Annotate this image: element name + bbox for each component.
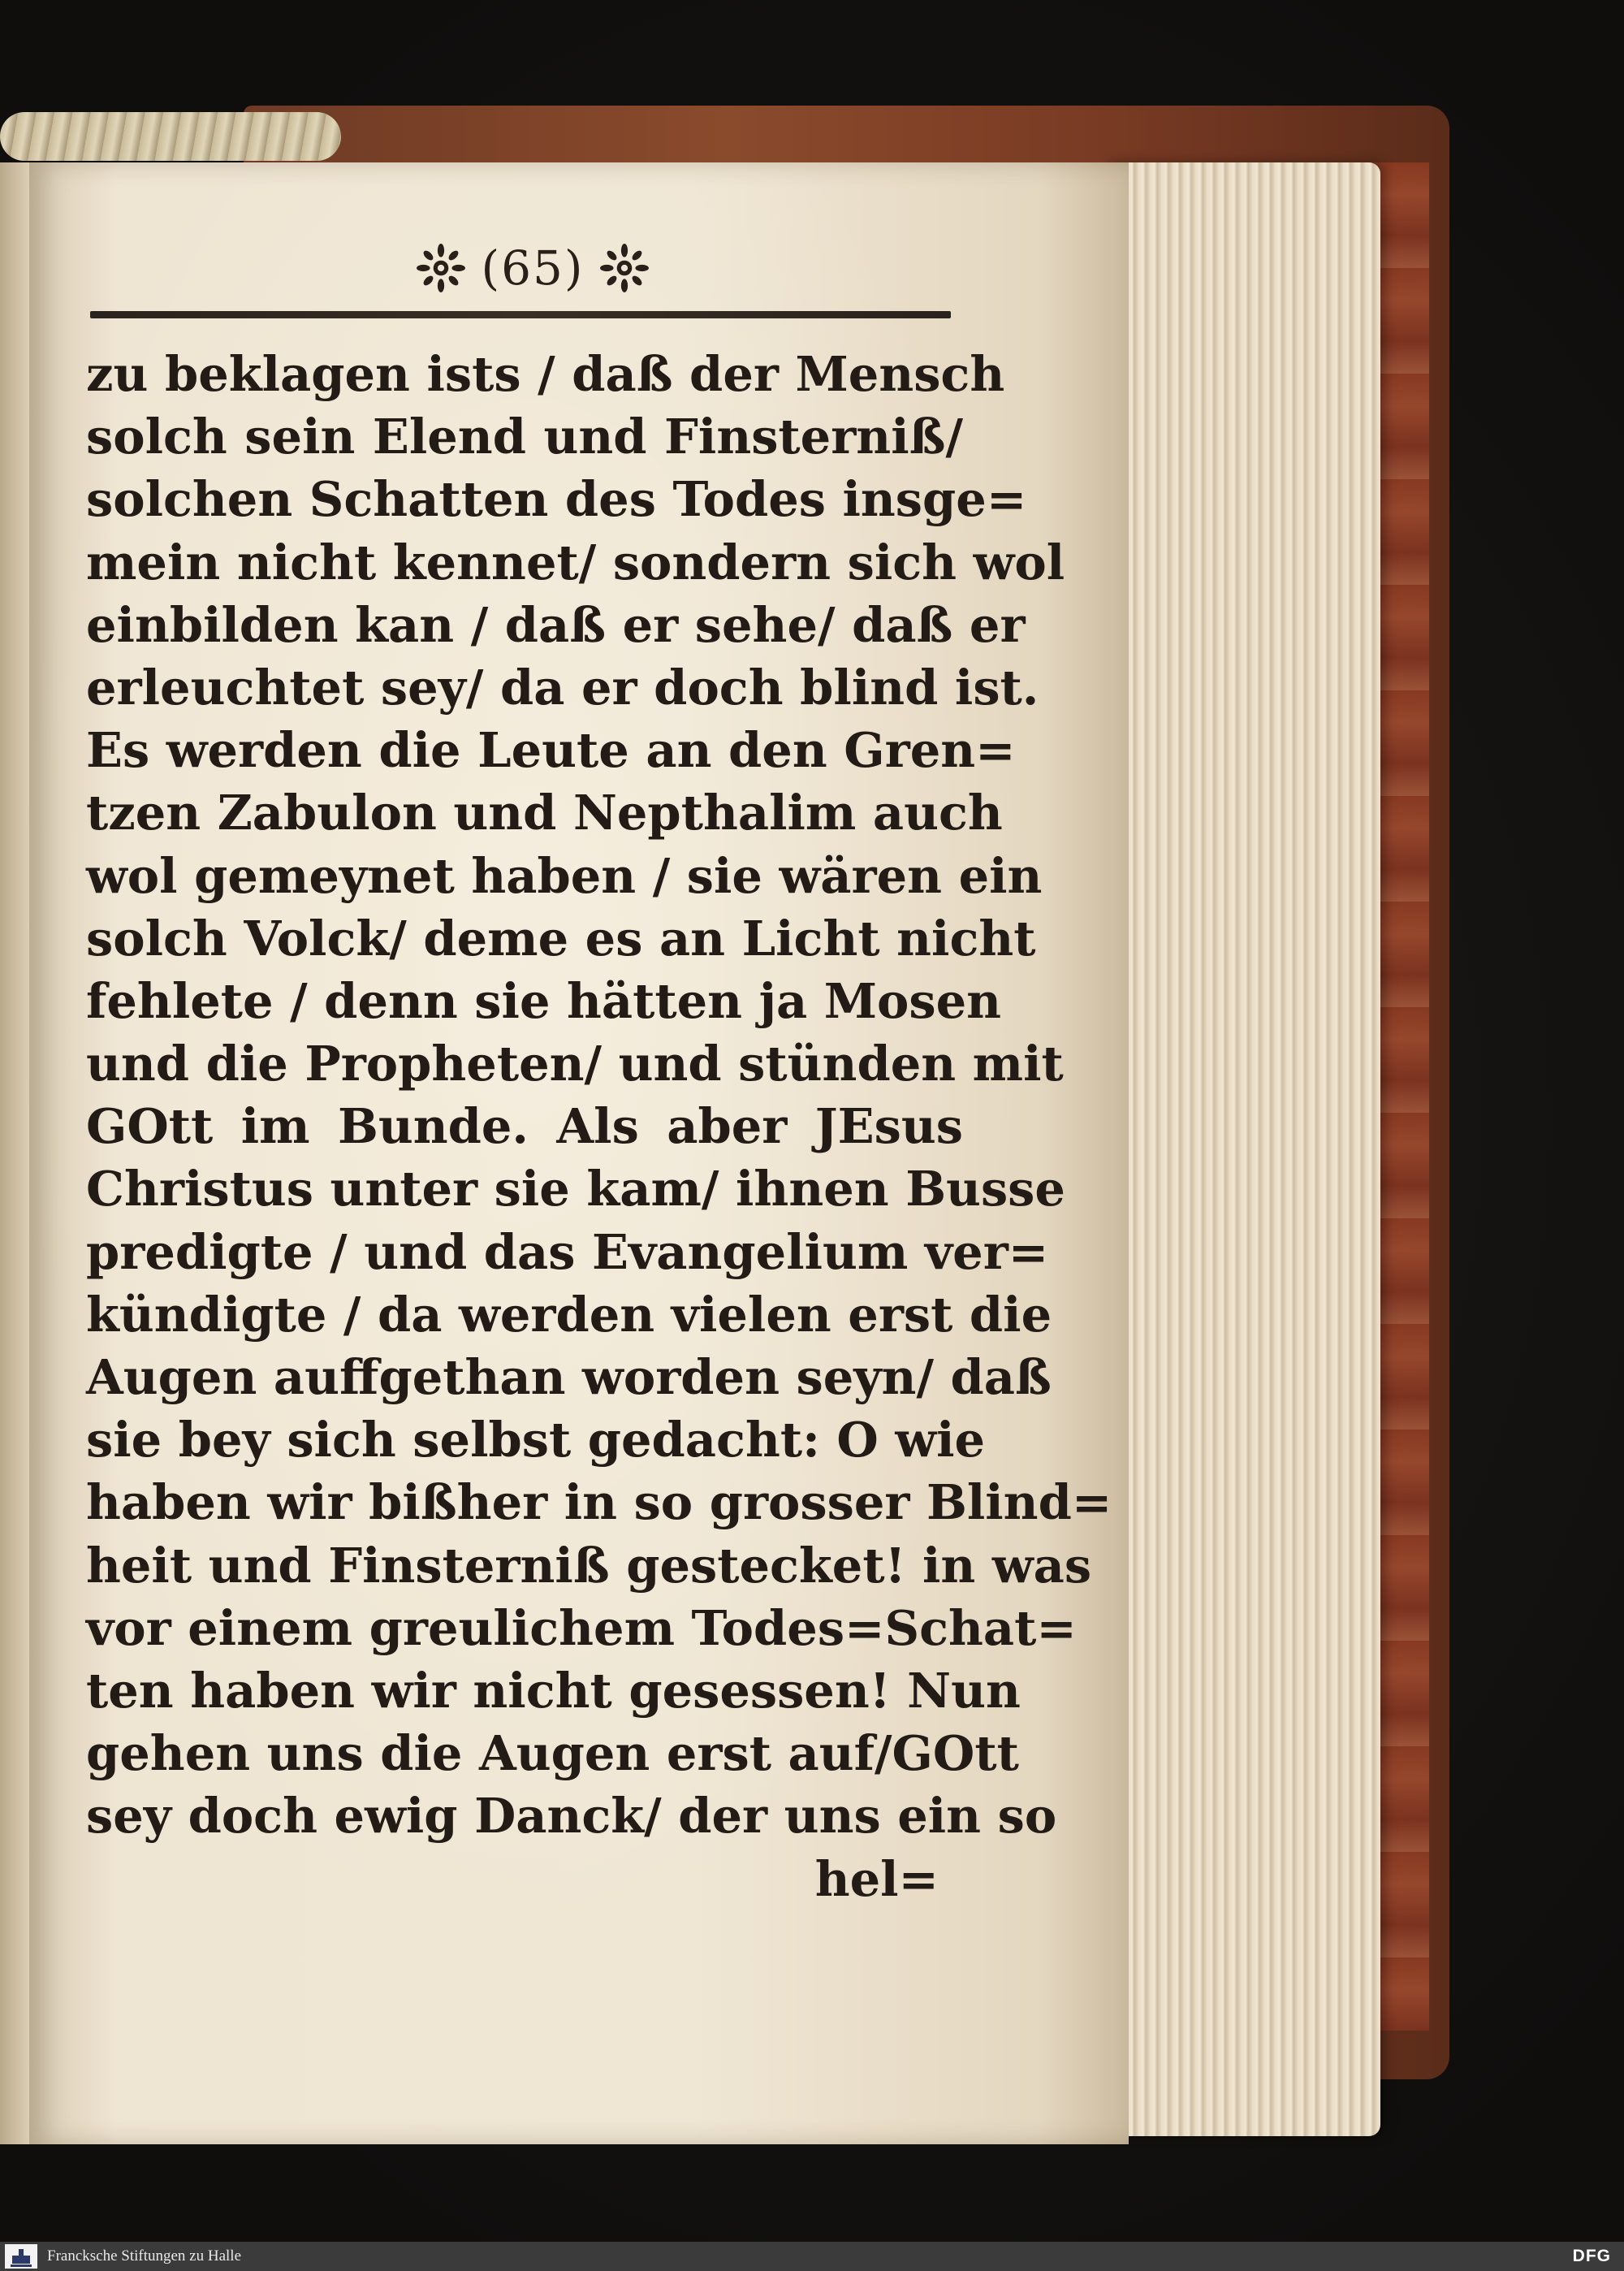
text-line: tzen Zabulon und Nepthalim auch — [86, 785, 1003, 841]
text-line: heit und Finsterniß gestecket! in was — [86, 1537, 1092, 1594]
text-line: haben wir bißher in so grosser Blind= — [86, 1474, 1112, 1531]
text-line: Augen auffgethan worden seyn/ daß — [86, 1349, 1052, 1405]
footer-credit: Francksche Stiftungen zu Halle — [47, 2247, 242, 2265]
text-line: GOtt im Bunde. Als aber JEsus — [86, 1098, 963, 1155]
flower-ornament-icon — [416, 243, 466, 293]
text-line: solch sein Elend und Finsterniß/ — [86, 409, 963, 465]
header-rule — [90, 311, 951, 318]
headband — [0, 112, 341, 161]
gutter-leaf — [0, 162, 32, 2144]
text-line: sey doch ewig Danck/ der uns ein so — [86, 1788, 1057, 1845]
text-line: fehlete / denn sie hätten ja Mosen — [86, 972, 1002, 1029]
footer-left — [0, 2244, 241, 2269]
text-line: vor einem greulichem Todes=Schat= — [86, 1599, 1077, 1656]
text-line: kündigte / da werden vielen erst die — [86, 1286, 1052, 1343]
page-number: (65) — [481, 240, 585, 296]
institution-logo-icon — [5, 2244, 37, 2269]
text-line: Es werden die Leute an den Gren= — [86, 722, 1016, 779]
dfg-badge: DFG — [1572, 2247, 1611, 2265]
page-edges — [1104, 162, 1380, 2136]
text-line: predigte / und das Evangelium ver= — [86, 1223, 1049, 1280]
text-line: ten haben wir nicht gesessen! Nun — [86, 1662, 1021, 1719]
text-line: solch Volck/ deme es an Licht nicht — [86, 910, 1036, 967]
text-line: solchen Schatten des Todes insge= — [86, 471, 1027, 528]
text-line: und die Propheten/ und stünden mit — [86, 1036, 1064, 1092]
text-line: sie bey sich selbst gedacht: O wie — [86, 1412, 986, 1469]
catchword: hel= — [814, 1850, 939, 1907]
page-header — [370, 231, 695, 305]
flower-ornament-icon — [599, 243, 650, 293]
body-text — [86, 343, 1112, 1910]
footer-bar — [0, 2242, 1624, 2271]
text-line: zu beklagen ists / daß der Mensch — [86, 346, 1005, 402]
text-line: erleuchtet sey/ da er doch blind ist. — [86, 659, 1039, 716]
text-line: wol gemeynet haben / sie wären ein — [86, 847, 1043, 904]
text-line: Christus unter sie kam/ ihnen Busse — [86, 1161, 1065, 1218]
text-line: einbilden kan / daß er sehe/ daß er — [86, 596, 1026, 653]
text-line: gehen uns die Augen erst auf/GOtt — [86, 1725, 1019, 1782]
book-page — [29, 162, 1129, 2144]
text-line: mein nicht kennet/ sondern sich wol — [86, 534, 1065, 590]
